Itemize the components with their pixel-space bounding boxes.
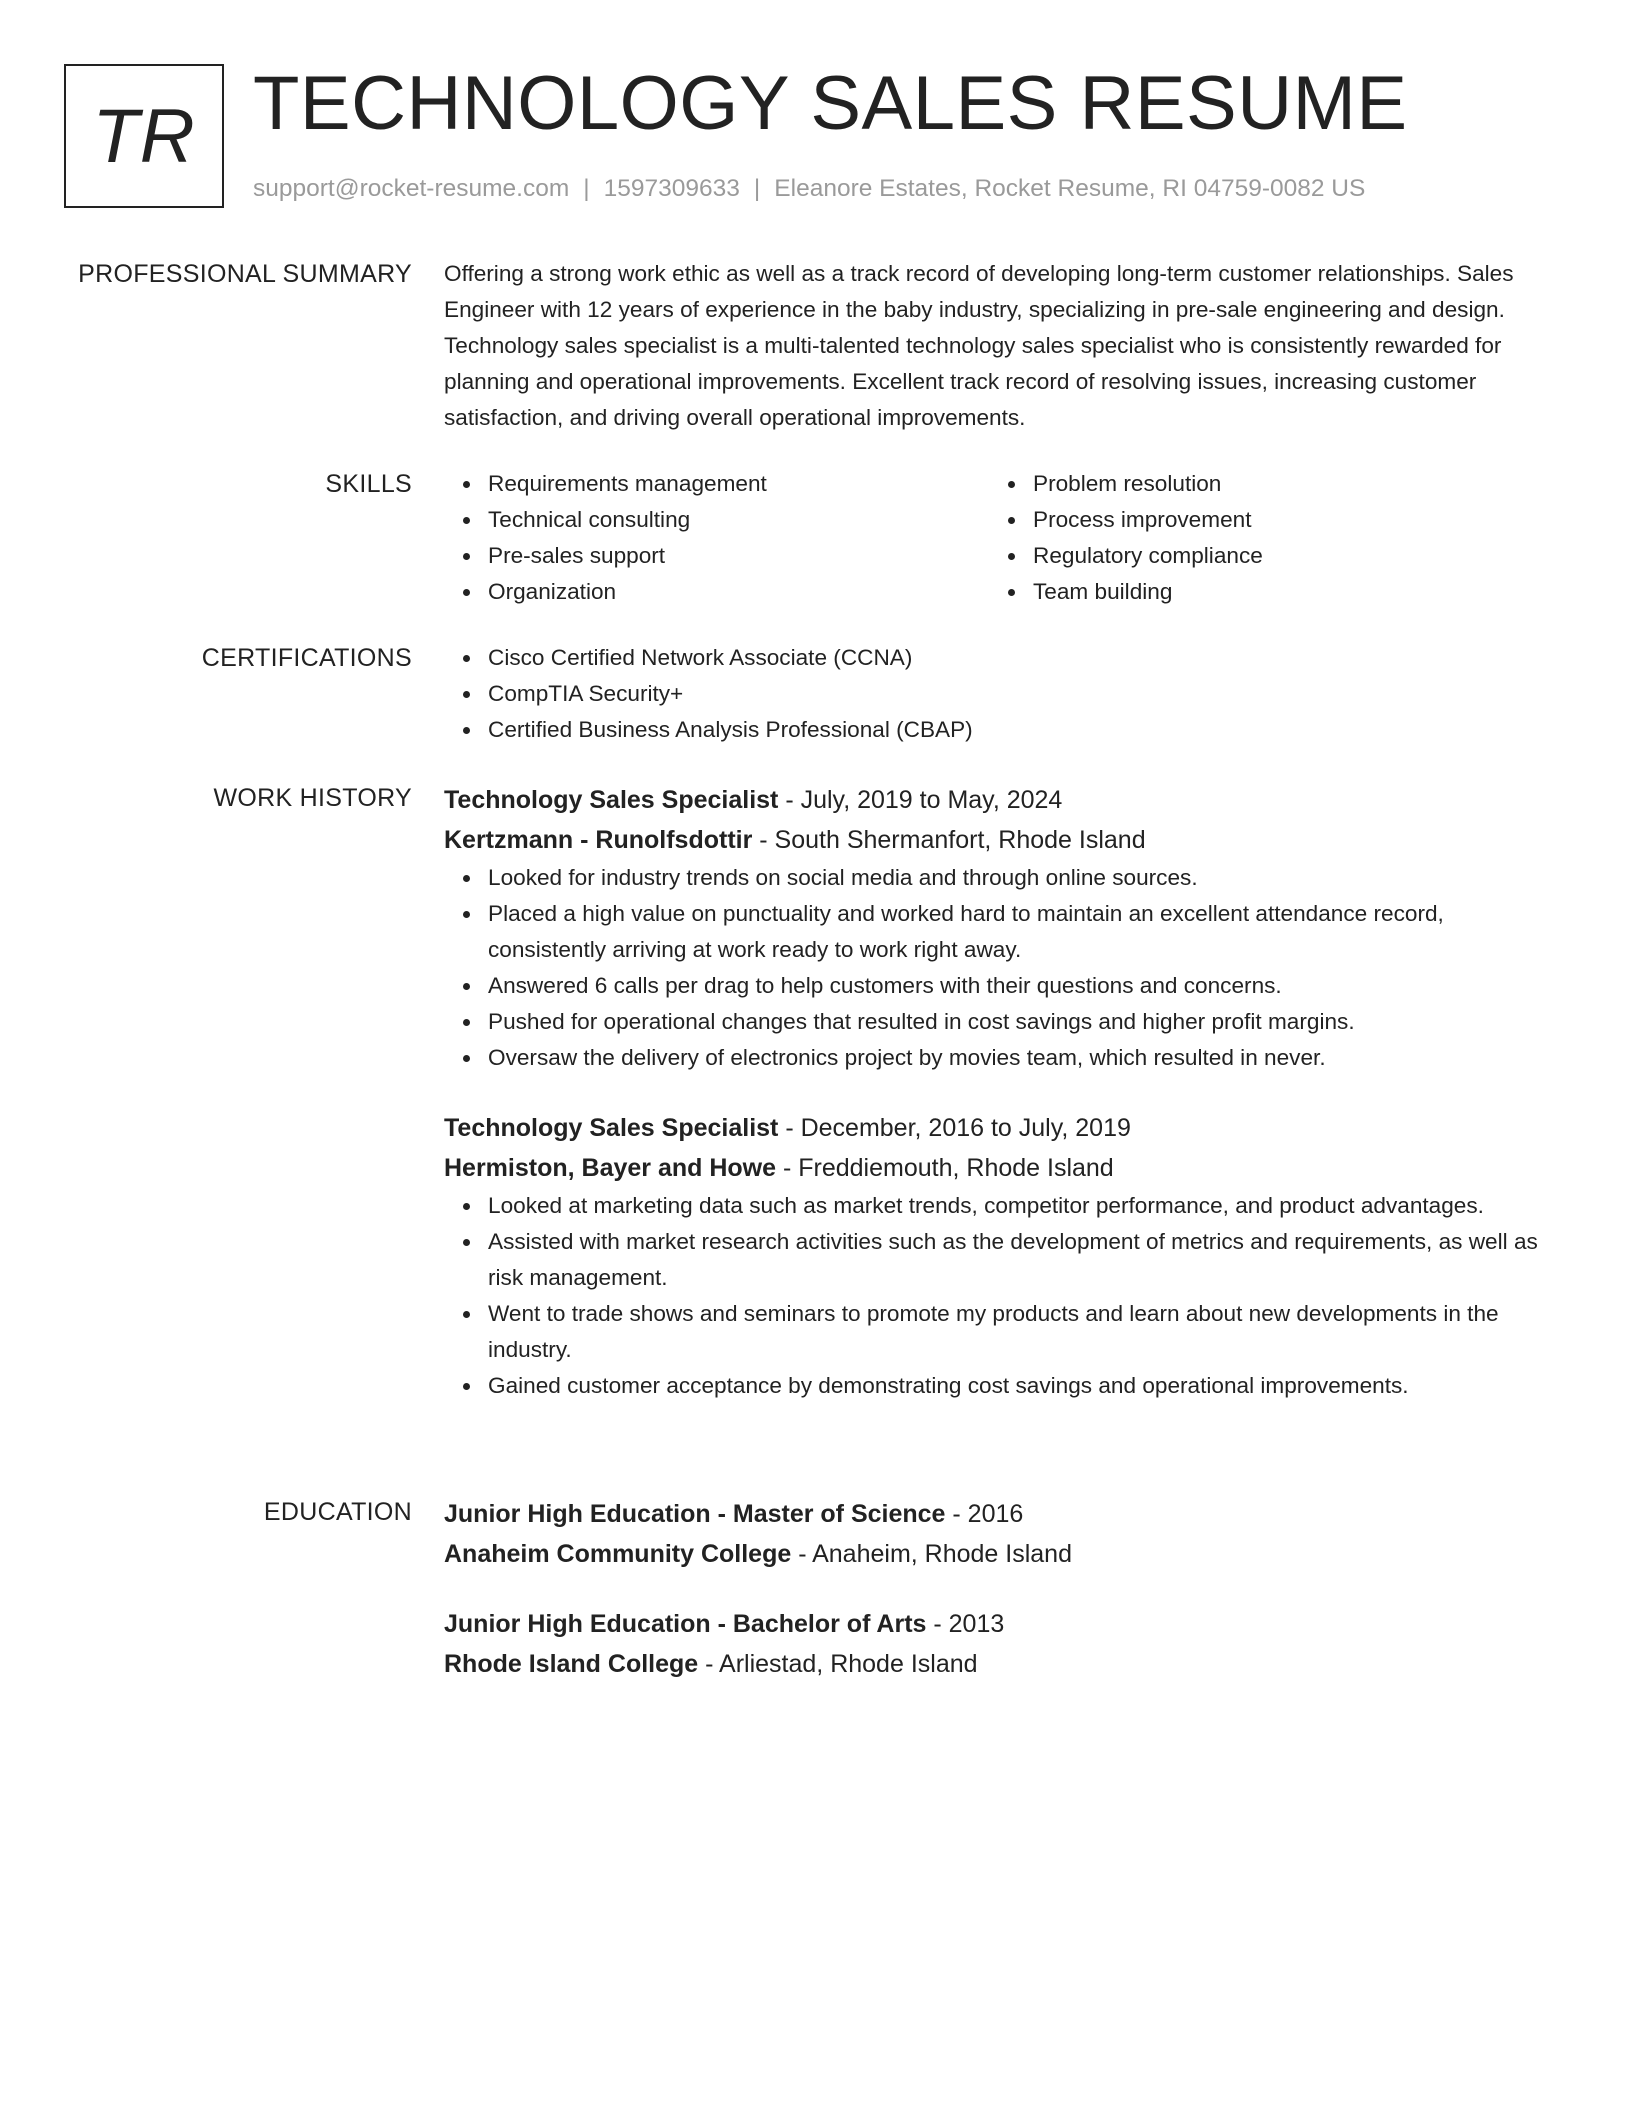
- education-body: [444, 1494, 1556, 1684]
- list-item: Assisted with market research activities such as the development of metrics and requirements, as well as risk management.: [488, 1224, 1556, 1296]
- school-location: - Anaheim, Rhode Island: [791, 1540, 1072, 1568]
- job-duties-list: [444, 1188, 1556, 1404]
- resume-title: TECHNOLOGY SALES RESUME: [253, 61, 1408, 146]
- job-location: - Freddiemouth, Rhode Island: [776, 1154, 1114, 1182]
- job-entry: [444, 1108, 1556, 1404]
- job-dates: - December, 2016 to July, 2019: [778, 1114, 1131, 1142]
- list-item: Regulatory compliance: [1033, 538, 1534, 574]
- list-item: Problem resolution: [1033, 466, 1534, 502]
- list-item: Process improvement: [1033, 502, 1534, 538]
- job-company: Kertzmann - Runolfsdottir: [444, 826, 753, 854]
- certifications-list: [444, 640, 1556, 748]
- list-item: Team building: [1033, 574, 1534, 610]
- school: Rhode Island College: [444, 1650, 699, 1678]
- list-item: Answered 6 calls per drag to help customers with their questions and concerns.: [488, 968, 1556, 1004]
- contact-line: [253, 174, 1365, 203]
- list-item: Pre-sales support: [488, 538, 989, 574]
- list-item: Oversaw the delivery of electronics project by movies team, which resulted in never.: [488, 1040, 1556, 1076]
- job-duties-list: [444, 860, 1556, 1076]
- list-item: Certified Business Analysis Professional (CBAP): [488, 712, 1556, 748]
- job-company-line: [444, 820, 1556, 860]
- resume-header: [64, 61, 1568, 210]
- list-item: Looked for industry trends on social media and through online sources.: [488, 860, 1556, 896]
- list-item: Went to trade shows and seminars to promote my products and learn about new developments in the industry.: [488, 1296, 1556, 1368]
- education-entry: [444, 1494, 1556, 1574]
- list-item: CompTIA Security+: [488, 676, 1556, 712]
- school-location: - Arliestad, Rhode Island: [698, 1650, 978, 1678]
- graduation-year: - 2016: [945, 1500, 1024, 1528]
- job-company: Hermiston, Bayer and Howe: [444, 1154, 777, 1182]
- section-heading-summary: PROFESSIONAL SUMMARY: [78, 260, 412, 288]
- degree: Junior High Education - Bachelor of Arts: [444, 1610, 927, 1638]
- job-location: - South Shermanfort, Rhode Island: [752, 826, 1146, 854]
- list-item: Organization: [488, 574, 989, 610]
- section-heading-skills: SKILLS: [325, 470, 412, 498]
- job-title-line: [444, 780, 1556, 820]
- contact-address: Eleanore Estates, Rocket Resume, RI 04759-0082 US: [774, 175, 1366, 202]
- work-history-body: [444, 780, 1556, 1404]
- list-item: Requirements management: [488, 466, 989, 502]
- contact-email: support@rocket-resume.com: [253, 175, 570, 202]
- skills-grid: [444, 466, 1556, 610]
- degree-line: [444, 1494, 1556, 1534]
- skills-list-left: [444, 466, 989, 610]
- graduation-year: - 2013: [926, 1610, 1005, 1638]
- summary-text: Offering a strong work ethic as well as a track record of developing long-term customer relationships. Sales Engineer with 12 years of experience in the baby industry, specializing in pre-sale engineering and design. Technology sales specialist is a multi-talented technology sales specialist who is consistently rewarded for planning and operational improvements. Excellent track record of resolving issues, increasing customer satisfaction, and driving overall operational improvements.: [444, 261, 1514, 430]
- skills-list-right: [989, 466, 1534, 610]
- school-line: [444, 1644, 1556, 1684]
- section-heading-work-history: WORK HISTORY: [213, 784, 412, 812]
- job-dates: - July, 2019 to May, 2024: [778, 786, 1063, 814]
- list-item: Cisco Certified Network Associate (CCNA): [488, 640, 1556, 676]
- job-title-line: [444, 1108, 1556, 1148]
- job-company-line: [444, 1148, 1556, 1188]
- contact-separator: |: [753, 175, 761, 202]
- list-item: Looked at marketing data such as market trends, competitor performance, and product advantages.: [488, 1188, 1556, 1224]
- education-entry: [444, 1604, 1556, 1684]
- list-item: Placed a high value on punctuality and worked hard to maintain an excellent attendance record, consistently arriving at work ready to work right away.: [488, 896, 1556, 968]
- degree-line: [444, 1604, 1556, 1644]
- school-line: [444, 1534, 1556, 1574]
- school: Anaheim Community College: [444, 1540, 792, 1568]
- monogram-logo: TR: [64, 64, 224, 208]
- degree: Junior High Education - Master of Science: [444, 1500, 946, 1528]
- contact-phone: 1597309633: [603, 175, 740, 202]
- job-title: Technology Sales Specialist: [444, 1114, 779, 1142]
- certifications-body: [444, 640, 1556, 748]
- list-item: Technical consulting: [488, 502, 989, 538]
- job-title: Technology Sales Specialist: [444, 786, 779, 814]
- section-heading-education: EDUCATION: [263, 1498, 412, 1526]
- contact-separator: |: [583, 175, 590, 202]
- list-item: Gained customer acceptance by demonstrating cost savings and operational improvements.: [488, 1368, 1556, 1404]
- section-heading-certifications: CERTIFICATIONS: [201, 644, 412, 672]
- job-entry: [444, 780, 1556, 1076]
- list-item: Pushed for operational changes that resulted in cost savings and higher profit margins.: [488, 1004, 1556, 1040]
